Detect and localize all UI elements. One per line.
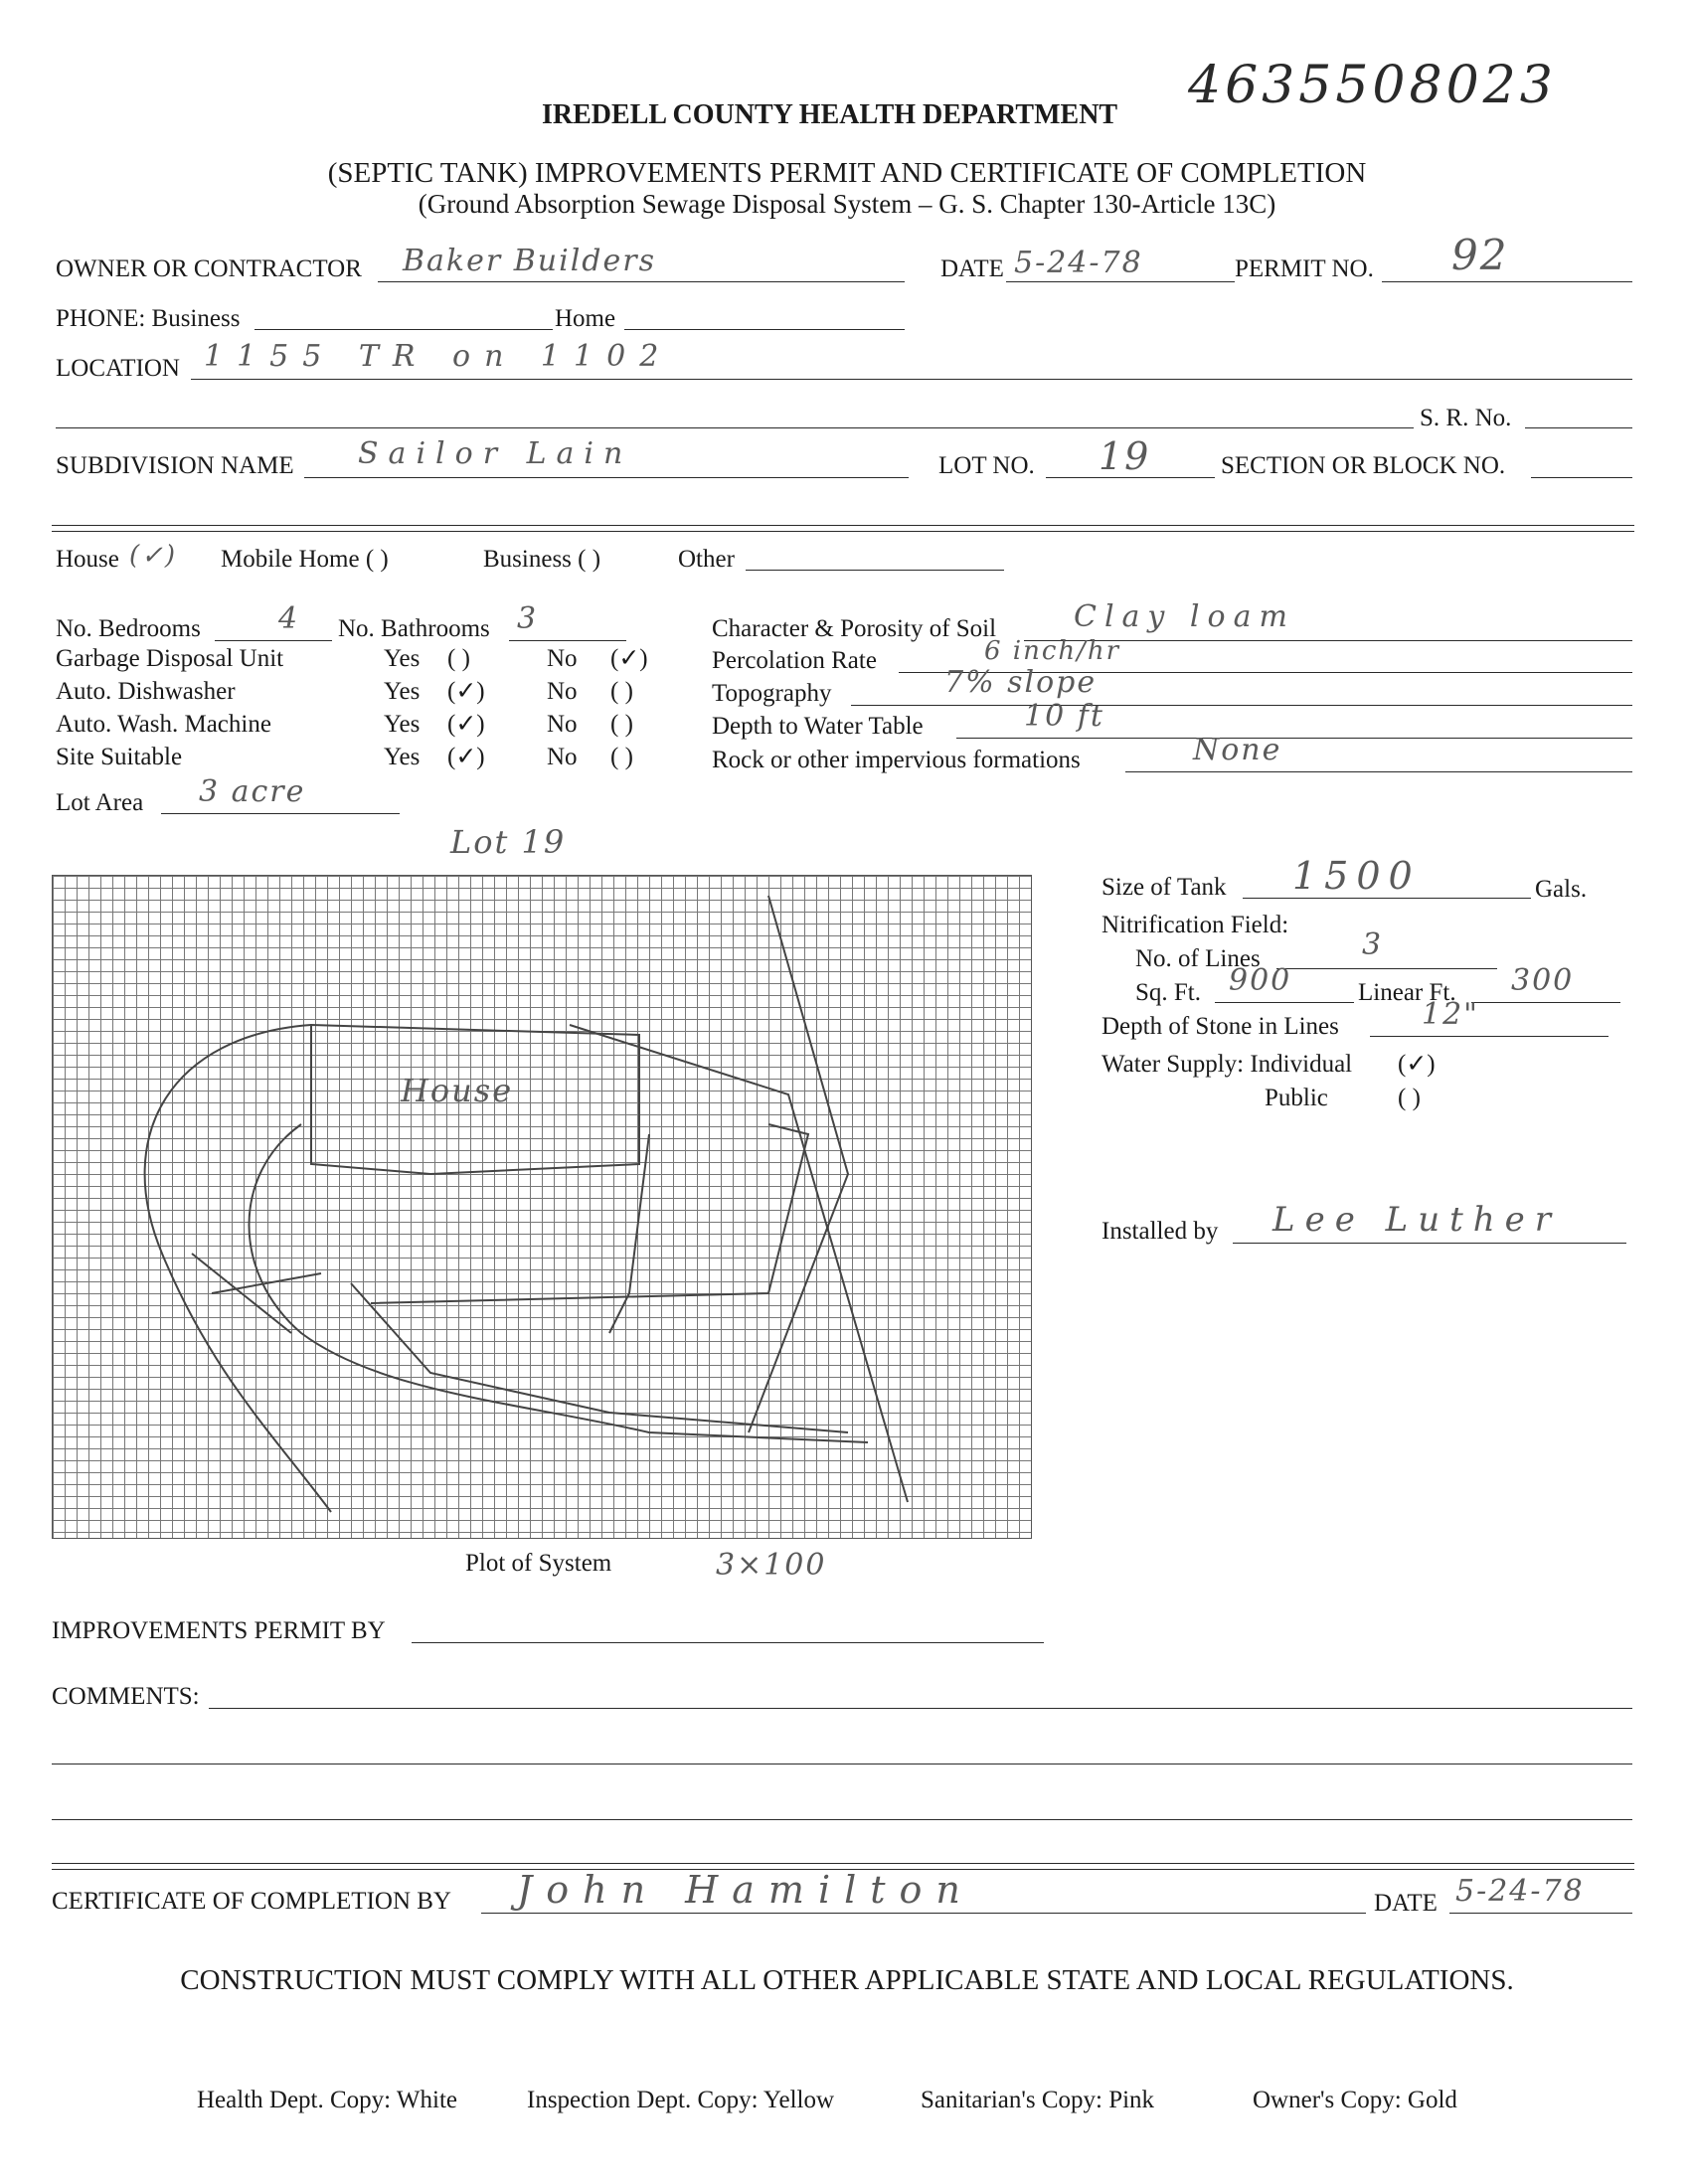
water-table-value[interactable]: 10 ft (1024, 699, 1104, 734)
location-value[interactable]: 1155 TR on 1102 (204, 339, 673, 374)
topography-label: Topography (712, 680, 832, 707)
plot-note-top: Lot 19 (450, 823, 567, 861)
other-label: Other (678, 546, 735, 573)
plot-note-bottom: 3×100 (716, 1548, 827, 1583)
site-yes-box[interactable]: (✓) (447, 744, 485, 770)
stone-depth-label: Depth of Stone in Lines (1101, 1013, 1339, 1040)
topography-value[interactable]: 7% slope (944, 665, 1098, 700)
tank-size-value[interactable]: 1500 (1292, 854, 1421, 898)
house-label: House (56, 546, 119, 573)
rock-formations-label: Rock or other impervious formations (712, 747, 1081, 773)
permit-number-handwritten: 4635508023 (1188, 56, 1557, 115)
bedrooms-label: No. Bedrooms (56, 615, 201, 642)
bedrooms-value[interactable]: 4 (278, 601, 300, 636)
copy-inspection-dept: Inspection Dept. Copy: Yellow (527, 2087, 835, 2113)
site-suitable-label: Site Suitable (56, 744, 183, 770)
plot-caption: Plot of System (465, 1550, 612, 1577)
form-title: (SEPTIC TANK) IMPROVEMENTS PERMIT AND CERTIFICATE OF COMPLETION (327, 157, 1367, 189)
lines-value[interactable]: 3 (1362, 927, 1384, 962)
copy-sanitarian: Sanitarian's Copy: Pink (921, 2087, 1155, 2113)
plot-note-house: House (401, 1072, 514, 1109)
site-no-label: No (547, 744, 578, 770)
copy-owner: Owner's Copy: Gold (1253, 2087, 1457, 2113)
form-subtitle: (Ground Absorption Sewage Disposal System – G. S. Chapter 130-Article 13C) (418, 189, 1276, 219)
dishwasher-yes-box[interactable]: (✓) (447, 678, 485, 705)
wash-machine-label: Auto. Wash. Machine (56, 711, 271, 738)
comments-label: COMMENTS: (52, 1683, 200, 1710)
perc-rate-label: Percolation Rate (712, 647, 877, 674)
gals-label: Gals. (1535, 876, 1588, 903)
soil-character-label: Character & Porosity of Soil (712, 615, 997, 642)
date-value[interactable]: 5-24-78 (1014, 246, 1143, 280)
phone-home-label: Home (555, 305, 616, 332)
linear-ft-label: Linear Ft. (1358, 979, 1456, 1006)
owner-label: OWNER OR CONTRACTOR (56, 255, 362, 282)
site-no-box[interactable]: ( ) (610, 744, 633, 770)
garbage-disposal-label: Garbage Disposal Unit (56, 645, 284, 672)
washer-yes-box[interactable]: (✓) (447, 711, 485, 738)
washer-yes-label: Yes (384, 711, 421, 738)
washer-no-label: No (547, 711, 578, 738)
certificate-date-label: DATE (1374, 1890, 1438, 1917)
water-individual-box[interactable]: (✓) (1398, 1051, 1436, 1078)
dishwasher-label: Auto. Dishwasher (56, 678, 236, 705)
site-yes-label: Yes (384, 744, 421, 770)
tank-size-label: Size of Tank (1101, 874, 1227, 901)
plot-grid (52, 823, 1032, 1539)
installed-by-label: Installed by (1101, 1218, 1219, 1245)
lines-label: No. of Lines (1135, 945, 1261, 972)
plot-sketch (53, 876, 1031, 1538)
phone-business-label: PHONE: Business (56, 305, 241, 332)
bathrooms-value[interactable]: 3 (517, 601, 539, 636)
subdivision-label: SUBDIVISION NAME (56, 452, 294, 479)
lot-value[interactable]: 19 (1099, 434, 1151, 478)
date-label: DATE (940, 255, 1004, 282)
copy-health-dept: Health Dept. Copy: White (197, 2087, 457, 2113)
dishwasher-no-label: No (547, 678, 578, 705)
garbage-yes-box[interactable]: ( ) (447, 645, 470, 672)
department-title: IREDELL COUNTY HEALTH DEPARTMENT (542, 99, 1118, 130)
stone-depth-value[interactable]: 12" (1422, 997, 1479, 1032)
water-public-label: Public (1265, 1085, 1328, 1111)
water-public-box[interactable]: ( ) (1398, 1085, 1421, 1111)
garbage-yes-label: Yes (384, 645, 421, 672)
garbage-no-label: No (547, 645, 578, 672)
garbage-no-box[interactable]: (✓) (610, 645, 648, 672)
bathrooms-label: No. Bathrooms (338, 615, 490, 642)
regulations-notice: CONSTRUCTION MUST COMPLY WITH ALL OTHER APPLICABLE STATE AND LOCAL REGULATIONS. (180, 1964, 1514, 1996)
lot-area-value[interactable]: 3 acre (199, 774, 306, 809)
subdivision-value[interactable]: Sailor Lain (358, 436, 633, 471)
sqft-value[interactable]: 900 (1229, 963, 1292, 998)
section-label: SECTION OR BLOCK NO. (1221, 452, 1506, 479)
location-label: LOCATION (56, 355, 180, 382)
installed-by-value[interactable]: Lee Luther (1272, 1200, 1562, 1240)
mobile-home-label: Mobile Home ( ) (221, 546, 389, 573)
sqft-label: Sq. Ft. (1135, 979, 1202, 1006)
rock-formations-value[interactable]: None (1193, 733, 1282, 767)
business-label: Business ( ) (483, 546, 601, 573)
perc-rate-value[interactable]: 6 inch/hr (984, 636, 1121, 666)
certificate-signature[interactable]: John Hamilton (517, 1868, 974, 1912)
dishwasher-no-box[interactable]: ( ) (610, 678, 633, 705)
washer-no-box[interactable]: ( ) (610, 711, 633, 738)
soil-character-value[interactable]: Clay loam (1074, 599, 1295, 634)
house-mark[interactable]: (✓) (129, 541, 178, 571)
owner-value[interactable]: Baker Builders (403, 244, 656, 278)
lot-label: LOT NO. (938, 452, 1035, 479)
linear-ft-value[interactable]: 300 (1511, 963, 1575, 998)
nitrification-label: Nitrification Field: (1101, 912, 1289, 938)
certificate-label: CERTIFICATE OF COMPLETION BY (52, 1888, 451, 1915)
water-table-label: Depth to Water Table (712, 713, 924, 740)
certificate-date-value[interactable]: 5-24-78 (1455, 1874, 1585, 1909)
sr-label: S. R. No. (1420, 405, 1512, 431)
water-supply-label: Water Supply: Individual (1101, 1051, 1353, 1078)
improvements-permit-label: IMPROVEMENTS PERMIT BY (52, 1617, 386, 1644)
permit-value[interactable]: 92 (1451, 231, 1509, 279)
dishwasher-yes-label: Yes (384, 678, 421, 705)
lot-area-label: Lot Area (56, 789, 144, 816)
permit-label: PERMIT NO. (1235, 255, 1374, 282)
